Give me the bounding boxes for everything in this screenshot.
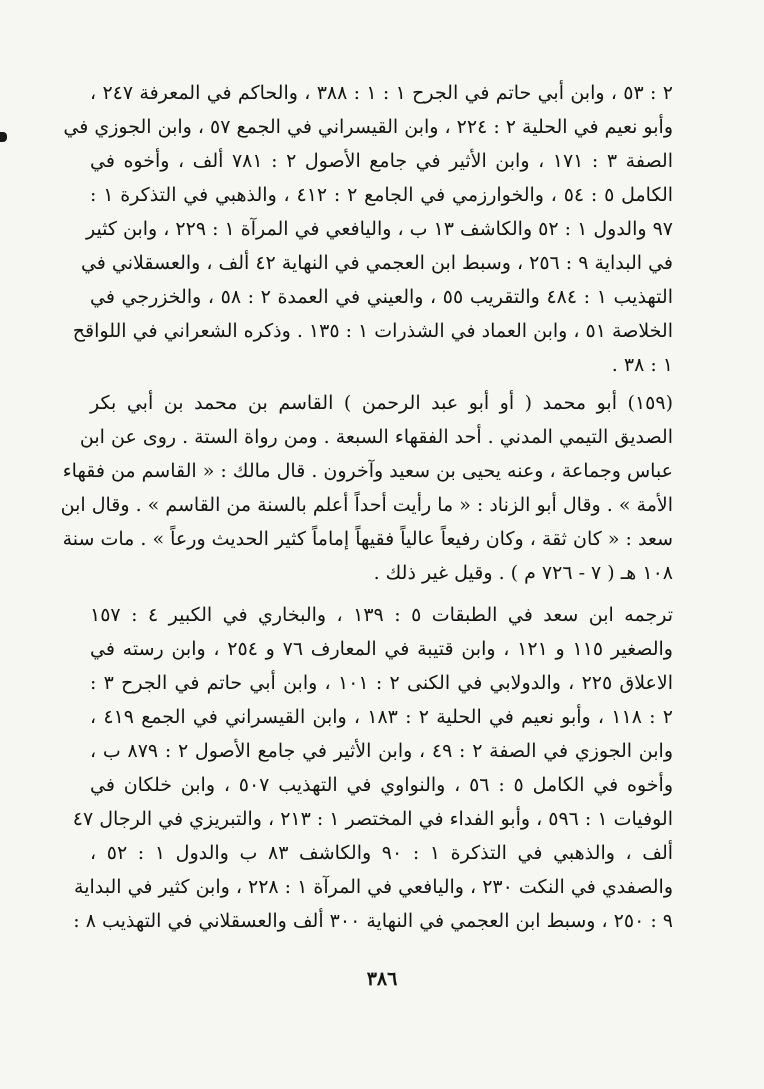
text-line: الوفيات ١ : ٥٩٦ ، وأبو الفداء في المختصر ١ : ٢١٣ ، والتبريزي في الرجال ٤٧ [72, 808, 673, 830]
text-line: (١٥٩) أبو محمد ( أو أبو عبد الرحمن ) القاسم بن محمد بن أبي بكر [90, 392, 673, 414]
text-line: والصفدي في النكت ٢٣٠ ، واليافعي في المرآة ١ : ٢٢٨ ، وابن كثير في البداية [74, 876, 673, 898]
text-line: ٩٧ والدول ١ : ٥٢ والكاشف ١٣ ب ، واليافعي في المرآة ١ : ٢٢٩ ، وابن كثير [85, 218, 673, 240]
text-line: ١ : ٣٨ . [611, 354, 673, 376]
text-line: وأبو نعيم في الحلية ٢ : ٢٢٤ ، وابن القيسراني في الجمع ٥٧ ، وابن الجوزي في [63, 116, 673, 138]
text-line: التهذيب ١ : ٤٨٤ والتقريب ٥٥ ، والعيني في العمدة ٢ : ٥٨ ، والخزرجي في [90, 286, 673, 308]
page-number: ٣٨٦ [366, 968, 398, 990]
biography-entry-159 [60, 386, 673, 590]
text-line: الصفة ٣ : ١٧١ ، وابن الأثير في جامع الأصول ٢ : ٧٨١ ألف ، وأخوه في [90, 150, 674, 172]
margin-tab-mark [0, 132, 7, 142]
text-line: والصغير ١١٥ و ١٢١ ، وابن قتيبة في المعارف ٧٦ و ٢٥٤ ، وابن رسته في [90, 638, 673, 660]
footnote-paragraph-1 [63, 76, 674, 382]
text-line: ٢ : ٥٣ ، وابن أبي حاتم في الجرح ١ : ١ : ٣٨٨ ، والحاكم في المعرفة ٢٤٧ ، [90, 82, 673, 104]
text-line: الأمة » . وقال أبو الزناد : « ما رأيت أحداً أعلم بالسنة من القاسم » . وقال ابن [60, 494, 673, 516]
text-line: ألف ، والذهبي في التذكرة ١ : ٩٠ والكاشف ٨٣ ب والدول ١ : ٥٢ ، [90, 842, 674, 864]
text-line: في البداية ٩ : ٢٥٦ ، وسبط ابن العجمي في النهاية ٤٢ ألف ، والعسقلاني في [80, 252, 673, 274]
text-line: سعد : « كان ثقة ، وكان رفيعاً عالياً فقيهاً إماماً كثير الحديث ورعاً » . مات سنة [62, 528, 673, 550]
text-line: وأخوه في الكامل ٥ : ٥٦ ، والنواوي في التهذيب ٥٠٧ ، وابن خلكان في [90, 774, 673, 796]
text-line: الخلاصة ٥١ ، وابن العماد في الشذرات ١ : ١٣٥ . وذكره الشعراني في اللواقح [72, 320, 673, 342]
text-line: ١٠٨ هـ ( ٧ - ٧٢٦ م ) . وقيل غير ذلك . [373, 562, 673, 584]
text-line: ٢ : ١١٨ ، وأبو نعيم في الحلية ٢ : ١٨٣ ، وابن القيسراني في الجمع ٤١٩ ، [90, 706, 673, 728]
text-line: الصديق التيمي المدني . أحد الفقهاء السبعة . ومن رواة الستة . روى عن ابن [79, 426, 673, 448]
text-line: ترجمه ابن سعد في الطبقات ٥ : ١٣٩ ، والبخاري في الكبير ٤ : ١٥٧ [90, 604, 673, 626]
references-paragraph [72, 598, 674, 938]
text-line: ٩ : ٢٥٠ ، وسبط ابن العجمي في النهاية ٣٠٠ ألف والعسقلاني في التهذيب ٨ : [73, 910, 673, 932]
text-line: الكامل ٥ : ٥٤ ، والخوارزمي في الجامع ٢ : ٤١٢ ، والذهبي في التذكرة ١ : [90, 184, 674, 206]
text-line: عباس وجماعة ، وعنه يحيى بن سعيد وآخرون . قال مالك : « القاسم من فقهاء [62, 460, 673, 482]
text-line: الاعلاق ٢٢٥ ، والدولابي في الكنى ٢ : ١٠١ ، وابن أبي حاتم في الجرح ٣ : [90, 672, 673, 694]
text-line: وابن الجوزي في الصفة ٢ : ٤٩ ، وابن الأثير في جامع الأصول ٢ : ٨٧٩ ب ، [90, 740, 673, 762]
